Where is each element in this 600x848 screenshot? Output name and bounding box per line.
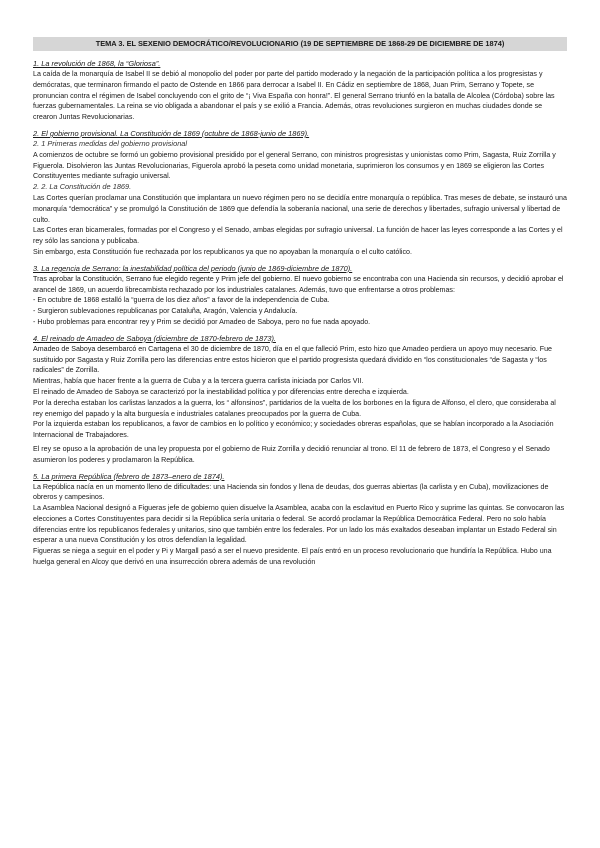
- section-4-paragraph-5: Por la izquierda estaban los republicanos, a favor de cambios en lo político y económico; y sociedades obreras españolas, que se habían incorporado a la Asociación Internacional de Trabajadores.: [33, 420, 554, 440]
- section-4-paragraph-6: El rey se opuso a la aprobación de una ley propuesta por el gobierno de Ruiz Zorrilla y decidió renunciar al trono. El 11 de febrero de 1873, el Congreso y el Senado asumieron los poderes y proclamaron la República.: [33, 444, 550, 464]
- section-2-paragraph-1: A comienzos de octubre se formó un gobierno provisional presidido por el general Serrano, con ministros progresistas y unionistas como Prim, Sagasta, Ruiz Zorrilla y Figuerola. Disolvieron las Juntas Revolucionarias, Figuerola aprobó la peseta como unidad monetaria, suprimieron los consumos y en 1869 se eligieron las Cortes Constituyentes mediante sufragio universal.: [33, 150, 556, 181]
- section-5-paragraph-3: Figueras se niega a seguir en el poder y Pi y Margall pasó a ser el nuevo presidente. El país entró en un proceso revolucionario que hundiría la República. Hubo una huelga general en Alcoy que derivó en una insurrección obrera además de una revolución: [33, 547, 552, 567]
- section-3-bullet-2: - Surgieron sublevaciones republicanas por Cataluña, Aragón, Valencia y Andalucía.: [33, 307, 298, 316]
- document-title: TEMA 3. EL SEXENIO DEMOCRÁTICO/REVOLUCIONARIO (19 DE SEPTIEMBRE DE 1868-29 DE DICIEMBRE DE 1874): [33, 37, 567, 51]
- section-4-heading: 4. El reinado de Amadeo de Saboya (diciembre de 1870-febrero de 1873).: [33, 333, 276, 343]
- section-2-heading: 2. El gobierno provisional. La Constitución de 1869 (octubre de 1868-junio de 1869).: [33, 128, 310, 138]
- section-4-paragraph-4: Por la derecha estaban los carlistas lanzados a la guerra, los “ alfonsinos”, partidarios de la vuelta de los borbones en la figura de Alfonso, el clero, que consideraba al rey enemigo del papado y la alta burguesía e industriales catalanes preocupados por la guerra de Cuba.: [33, 398, 556, 418]
- section-5: [33, 471, 567, 568]
- section-2-subheading-1: 2. 1 Primeras medidas del gobierno provisional: [33, 138, 188, 148]
- section-1-paragraph: La caída de la monarquía de Isabel II se debió al monopolio del poder por parte del partido moderado y la negación de la participación política a los progresistas y demócratas, que terminaron firmando el pacto de Ostende en 1866 para derrocar a Isabel II. En Cádiz en septiembre de 1868, Juan Prim, Serrano y Topete, se pronuncian contra el régimen de Isabel concluyendo con el grito de “¡ Viva España con honra!”. El general Serrano triunfó en la batalla de Alcolea (Córdoba) sobre las fuerzas gubernamentales. La reina se vio obligada a abandonar el país y se exilió a Francia. Además, otras revoluciones surgieron en muchas ciudades donde se crearon Juntas Revolucionarias.: [33, 70, 555, 122]
- section-2-subheading-2: 2. 2. La Constitución de 1869.: [33, 182, 132, 192]
- section-3: [33, 263, 567, 328]
- section-2-paragraph-2: Las Cortes querían proclamar una Constitución que implantara un nuevo régimen pero no se decidía entre monarquía o república. Tras meses de debate, se instauró una monarquía “democrática” y se promulgó la Constitución de 1869 que defendía la soberanía nacional, una serie de derechos y libertades, sufragio universal y libertad de culto.: [33, 193, 567, 224]
- section-4: [33, 333, 567, 466]
- section-3-bullet-3: - Hubo problemas para encontrar rey y Prim se decidió por Amadeo de Saboya, pero no fue nada apoyado.: [33, 317, 371, 326]
- section-5-heading: 5. La primera República (febrero de 1873–enero de 1874).: [33, 471, 225, 481]
- section-2-paragraph-4: Sin embargo, esta Constitución fue rechazada por los republicanos ya que no apoyaban la monarquía o el culto católico.: [33, 247, 412, 256]
- section-3-paragraph: Tras aprobar la Constitución, Serrano fue elegido regente y Prim jefe del gobierno. El nuevo gobierno se encontraba con una Hacienda sin recursos, y decidió aprobar el arancel de 1869, un acuerdo librecambista rechazado por los industriales catalanes. Además, tuvo que enfrentarse a otros problemas:: [33, 274, 564, 294]
- section-3-heading: 3. La regencia de Serrano: la inestabilidad política del periodo (junio de 1869-diciembre de 1870).: [33, 263, 353, 273]
- section-3-bullet-1: - En octubre de 1868 estalló la “guerra de los diez años” a favor de la independencia de Cuba.: [33, 296, 330, 305]
- section-1-heading: 1. La revolución de 1868, la “Gloriosa”.: [33, 59, 161, 68]
- section-1: [33, 58, 567, 123]
- section-5-paragraph-2: La Asamblea Nacional designó a Figueras jefe de gobierno quien disuelve la Asamblea, acaba con la esclavitud en Puerto Rico y suprime las quintas. Se convocaron las elecciones a Cortes Constituyentes para decidir si la República sería unitaria o federal. Se acordó proclamar la República Democrática Federal. Pero no solo había diferencias entre los republicanos federales y unitarios, sino que también entre los federales. Por un lado los más exaltados deseaban implantar un Estado Federal sin esperar a una nueva Constitución y los otros defendían la legalidad.: [33, 504, 565, 545]
- page-content: [33, 37, 567, 568]
- section-4-paragraph-2: Mientras, había que hacer frente a la guerra de Cuba y a la tercera guerra carlista iniciada por Carlos VII.: [33, 377, 364, 386]
- section-5-paragraph-1: La República nacía en un momento lleno de dificultades: una Hacienda sin fondos y llena de deudas, dos guerras abiertas (la carlista y en Cuba), movilizaciones de obreros y campesinos.: [33, 482, 549, 502]
- section-2-paragraph-3: Las Cortes eran bicamerales, formadas por el Congreso y el Senado, ambas elegidas por sufragio universal. La función de hacer las leyes corresponde a las Cortes y el rey sólo las sanciona y publicaba.: [33, 226, 563, 246]
- section-4-paragraph-1: Amadeo de Saboya desembarcó en Cartagena el 30 de diciembre de 1870, día en el que falleció Prim, esto hizo que Amadeo perdiera un apoyo muy necesario. Fue sustituido por Sagasta y Ruiz Zorrilla pero las diferencias entre estos hicieron que el partido progresista quedará dividido en “los constitucionales “de Sagasta y “los radicales” de Zorrilla.: [33, 344, 552, 375]
- section-2: [33, 128, 567, 258]
- section-4-paragraph-3: El reinado de Amadeo de Saboya se caracterizó por la inestabilidad política y por diferencias entre derecha e izquierda.: [33, 387, 409, 396]
